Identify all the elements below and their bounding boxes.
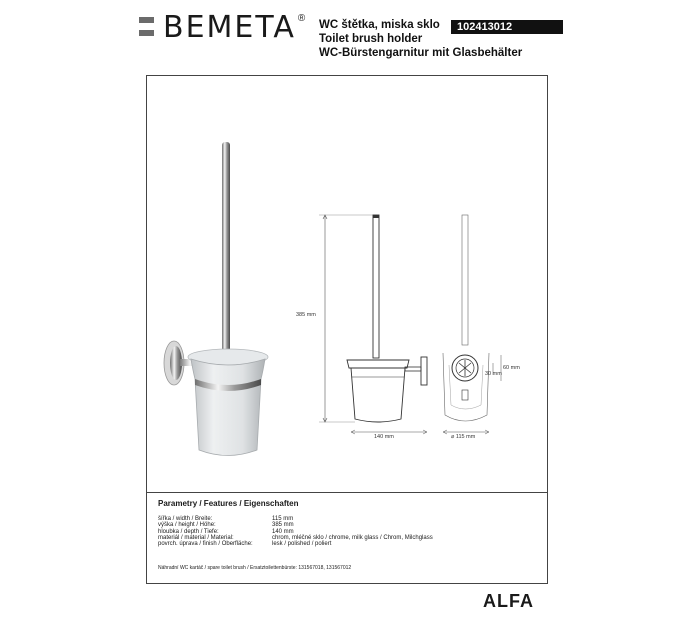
- param-row-finish: povrch. úprava / finish / Oberfläche: lesk / polished / poliert: [158, 541, 332, 548]
- side-view-drawing: [315, 205, 440, 445]
- spare-parts-note: Náhradní WC kartáč / spare toilet brush / Ersatztoilettenbürste: 131567018, 131567012: [158, 565, 352, 571]
- parameters-table: [158, 516, 433, 547]
- brand-logo: [139, 11, 305, 45]
- mount-dimension-label: 30 mm: [485, 371, 502, 377]
- product-code: 102413012: [451, 20, 563, 34]
- brand-name: BEMETA: [163, 10, 296, 45]
- front-view-drawing: [437, 205, 527, 445]
- logo-mark-icon: [139, 17, 159, 43]
- registered-mark: ®: [297, 13, 306, 24]
- diameter-dimension-label: ⌀ 115 mm: [451, 434, 476, 440]
- param-row-material: materiál / material / Material: chrom, mléčné sklo / chrome, milk glass / Chrom, Milchglass: [158, 534, 433, 541]
- title-cz: WC štětka, miska sklo: [319, 19, 440, 31]
- title-de: WC-Bürstengarnitur mit Glasbehälter: [319, 47, 523, 59]
- product-photo: [155, 135, 285, 465]
- flange-dimension-label: 60 mm: [503, 365, 520, 371]
- title-en: Toilet brush holder: [319, 33, 423, 45]
- param-row-width: šířka / width / Breite: 115 mm: [158, 516, 294, 522]
- param-row-depth: hloubka / depth / Tiefe: 140 mm: [158, 528, 294, 535]
- depth-dimension-label: 140 mm: [374, 434, 394, 440]
- series-name: ALFA: [483, 591, 534, 611]
- parameters-heading: Parametry / Features / Eigenschaften: [158, 499, 299, 508]
- height-dimension-label: 385 mm: [296, 312, 316, 318]
- section-divider: [146, 492, 548, 493]
- param-row-height: výška / height / Höhe: 385 mm: [158, 522, 294, 529]
